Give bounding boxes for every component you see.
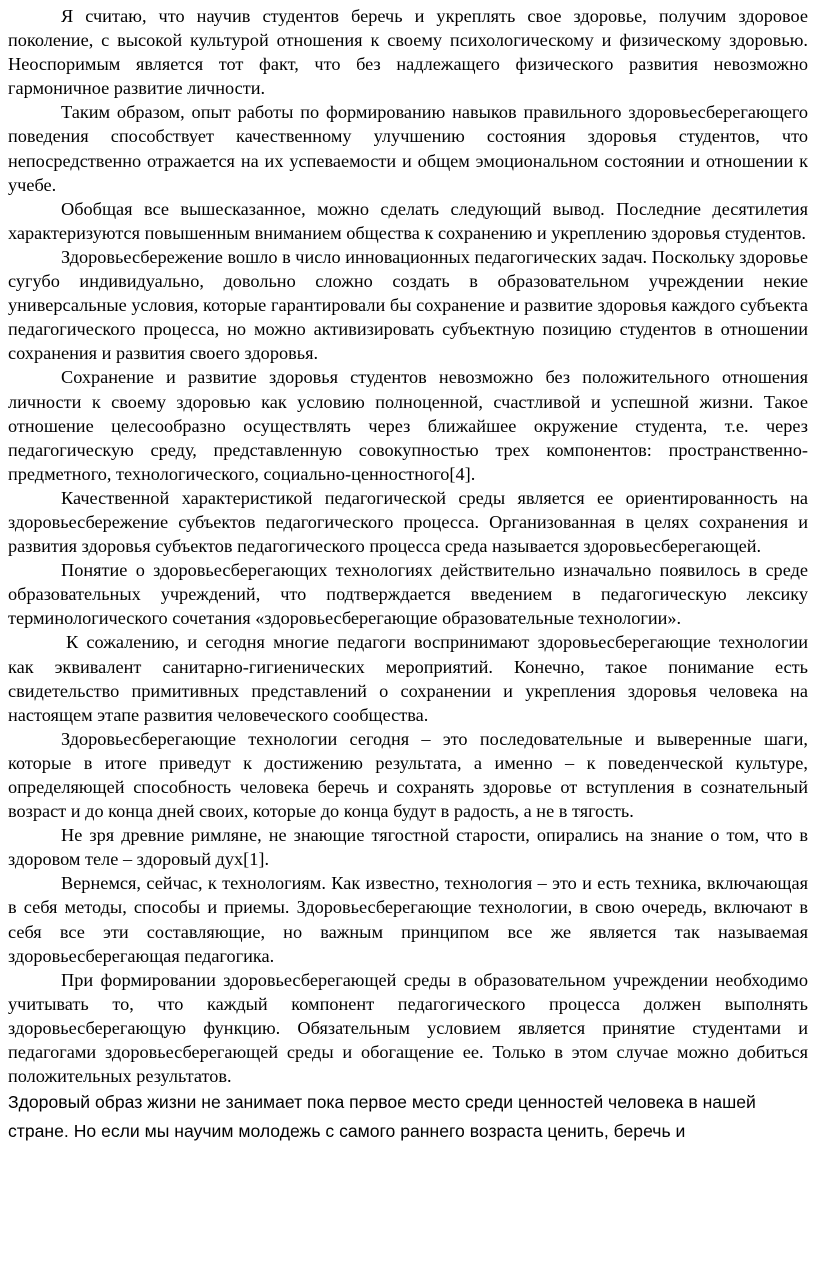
paragraph-10: Не зря древние римляне, не знающие тягостной старости, опирались на знание о том, что в здоровом теле – здоровый дух[1]. — [8, 825, 808, 870]
paragraph-9: Здоровьесберегающие технологии сегодня – это последовательные и выверенные шаги, которые в итоге приведут к достижению результата, а именно – к поведенческой культуре, определяющей способность человека беречь и сохранять здоровье от вступления в сознательный возраст и до конца дней своих, которые до конца будут в радость, а не в тягость. — [8, 728, 808, 822]
paragraph-11: Вернемся, сейчас, к технологиям. Как известно, технология – это и есть техника, включающая в себя методы, способы и приемы. Здоровьесберегающие технологии, в свою очередь, включают в себя все эти составляющие, но важным принципом все же является так называемая здоровьесберегающая педагогика. — [8, 873, 808, 966]
paragraph-6: Качественной характеристикой педагогической среды является ее ориентированность на здоровьесбережение субъектов педагогического процесса. Организованная в целях сохранения и развития здоровья субъектов педагогического процесса среда называется здоровьесберегающей. — [8, 487, 808, 557]
paragraph-4: Здоровьесбережение вошло в число инновационных педагогических задач. Поскольку здоровье сугубо индивидуально, довольно сложно создать в образовательном учреждении некие универсальные условия, которые гарантировали бы сохранение и развитие здоровья каждого субъекта педагогического процесса, но можно активизировать субъектную позицию студентов в отношении сохранения и развития своего здоровья. — [8, 246, 808, 364]
paragraph-2: Таким образом, опыт работы по формированию навыков правильного здоровьесберегающего поведения способствует качественному улучшению состояния здоровья студентов, что непосредственно отражается на их успеваемости и общем эмоциональном состоянии и отношении к учебе. — [8, 102, 808, 195]
paragraph-12: При формировании здоровьесберегающей среды в образовательном учреждении необходимо учитывать то, что каждый компонент педагогического процесса должен выполнять здоровьесберегающую функцию. Обязательным условием является принятие студентами и педагогами здоровьесберегающей среды и обогащение ее. Только в этом случае можно добиться положительных результатов. — [8, 969, 808, 1087]
paragraph-8: К сожалению, и сегодня многие педагоги воспринимают здоровьесберегающие технологии как эквивалент санитарно-гигиенических мероприятий. Конечно, такое понимание есть свидетельство примитивных представлений о сохранении и укрепления здоровья человека на настоящем этапе развития человеческого сообщества. — [8, 632, 808, 725]
paragraph-7: Понятие о здоровьесберегающих технологиях действительно изначально появилось в среде образовательных учреждений, что подтверждается введением в педагогическую лексику терминологического сочетания «здоровьесберегающие образовательные технологии». — [8, 560, 808, 629]
paragraph-5: Сохранение и развитие здоровья студентов невозможно без положительного отношения личности к своему здоровью как условию полноценной, счастливой и успешной жизни. Такое отношение целесообразно осуществлять через ближайшее окружение студента, т.е. через педагогическую среду, представленную совокупностью трех компонентов: пространственно-предметного, технологического, социально-ценностного[4]. — [8, 367, 808, 484]
closing-text: Здоровый образ жизни не занимает пока первое место среди ценностей человека в нашей стране. Но если мы научим молодежь с самого раннего возраста ценить, беречь и — [8, 1092, 756, 1141]
paragraph-1: Я считаю, что научив студентов беречь и укреплять свое здоровье, получим здоровое поколение, с высокой культурой отношения к своему психологическому и физическому здоровью. Неоспоримым является тот факт, что без надлежащего физического развития невозможно гармоничное развитие личности. — [8, 6, 808, 99]
paragraph-3: Обобщая все вышесказанное, можно сделать следующий вывод. Последние десятилетия характеризуются повышенным вниманием общества к сохранению и укреплению здоровья студентов. — [8, 198, 808, 243]
